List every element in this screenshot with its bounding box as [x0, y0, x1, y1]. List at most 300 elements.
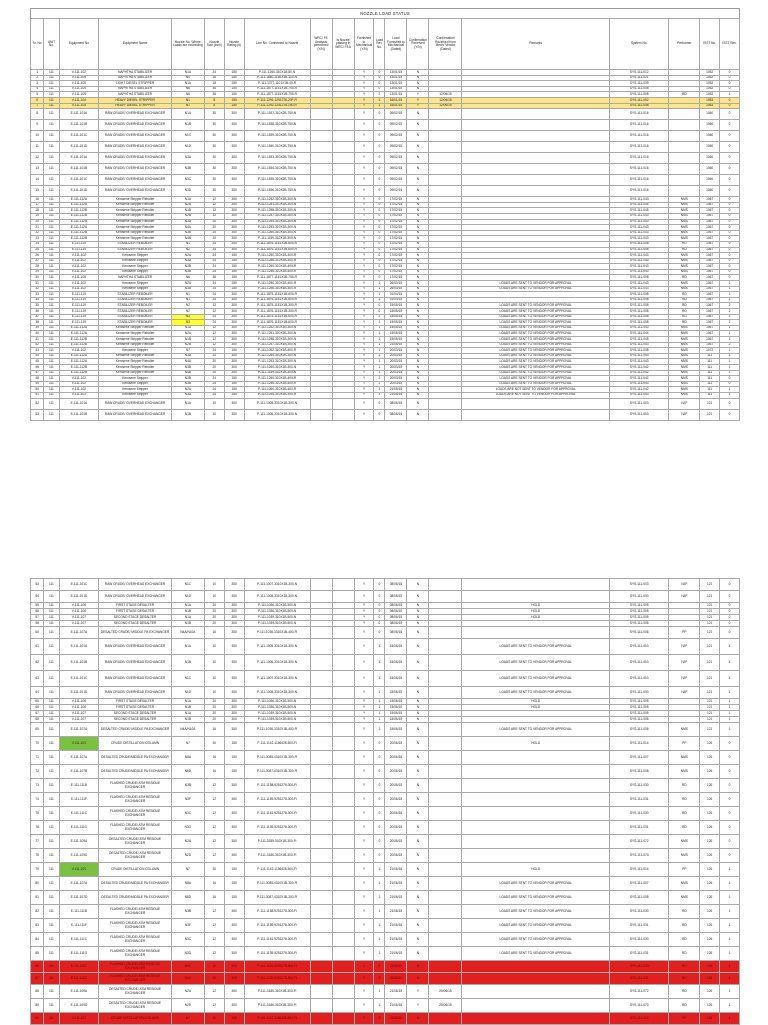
cell-furnished: Y — [354, 723, 374, 737]
cell-nozzle-size: 20 — [204, 230, 224, 236]
cell-nozzle-size: 24 — [204, 348, 224, 354]
cell-remarks: LOADS ARE SENT TO VENDOR FOR APPROVAL — [462, 376, 610, 382]
cell-furnished: Y — [354, 314, 374, 320]
cell-performer: PP — [669, 627, 700, 639]
cell-isst-no: 1052 — [700, 70, 720, 76]
cell-system-no: SYS-111-043 — [609, 286, 668, 292]
cell-isst-no: 126 — [700, 765, 720, 779]
cell-equipment-no: V-111-105 — [59, 86, 99, 92]
table-row — [31, 655, 740, 671]
cell-equipment-no: E-111-109D — [59, 849, 99, 863]
cell-isst-no: 1060 — [700, 175, 720, 186]
cell-line-no: P-111-1534-310X2B-750-N — [244, 164, 310, 175]
cell-equipment-name: STABILIZER REBOILER — [99, 241, 172, 247]
cell-unit-no: 111 — [44, 919, 59, 933]
cell-remarks: LOADS ARE SENT TO VENDOR FOR APPROVAL — [462, 671, 610, 687]
cell-equipment-name: DESALTED CRUDE/MIDDLE PA EXCHANGER — [99, 877, 172, 891]
cell-nozzle-passing — [332, 131, 354, 142]
cell-sr-no: 65 — [31, 699, 44, 705]
cell-unit-no: 111 — [44, 387, 59, 393]
cell-unit-no: 111 — [44, 303, 59, 309]
cell-wrc-fe — [310, 751, 332, 765]
cell-load-rev: 0 — [374, 175, 385, 186]
cell-isst-rev: 1 — [720, 92, 740, 98]
cell-confirmation: N — [407, 331, 429, 337]
cell-isst-rev: 0 — [720, 376, 740, 382]
cell-line-no: P-111-3085-4310X1B-300-Fi — [244, 877, 310, 891]
cell-furnished: Y — [354, 961, 374, 973]
cell-performer: NMS — [669, 213, 700, 219]
cell-isst-no: 121 — [700, 603, 720, 609]
cell-equipment-name: Kerosene Stripper — [99, 269, 172, 275]
cell-system-no: SYS-111-043 — [609, 281, 668, 287]
cell-load-dated: 20/03/15 — [385, 359, 407, 365]
cell-sr-no: 30 — [31, 275, 44, 281]
cell-confirmation-dated: 20/06/15 — [429, 985, 462, 999]
cell-sr-no: 36 — [31, 309, 44, 315]
cell-line-no: P-111-1039-310X1B-500-N — [244, 717, 310, 723]
cell-isst-no: 111 — [700, 381, 720, 387]
header-nozzle-passing: Is Nozzle passing in WRC/ FEA — [332, 19, 354, 70]
cell-load-dated: 09/02/15 — [385, 175, 407, 186]
cell-load-dated: 15/05/15 — [385, 303, 407, 309]
cell-performer: NMS — [669, 364, 700, 370]
cell-confirmation-dated — [429, 164, 462, 175]
cell-nozzle-size: 20 — [204, 621, 224, 627]
cell-performer: RD — [669, 961, 700, 973]
cell-equipment-name: Kerosene Stripper Reboiler — [99, 337, 172, 343]
cell-remarks: LOADS ARE SENT TO VENDOR FOR APPROVAL — [462, 891, 610, 905]
cell-equipment-name: Kerosene Stripper — [99, 286, 172, 292]
cell-confirmation: N — [407, 75, 429, 81]
cell-remarks — [462, 985, 610, 999]
cell-wrc-fe — [310, 109, 332, 120]
cell-isst-rev: 0 — [720, 142, 740, 153]
cell-nozzle-size: 20 — [204, 711, 224, 717]
cell-unit-no: 111 — [44, 933, 59, 947]
cell-unit-no: 111 — [44, 751, 59, 765]
table-row — [31, 579, 740, 591]
cell-nozzle-size: 30 — [204, 1013, 224, 1025]
cell-load-dated: 15/05/15 — [385, 320, 407, 326]
cell-nozzle-no: N2D — [171, 999, 204, 1013]
cell-line-no: P-111-3085-4310X1B-300-Fi — [244, 751, 310, 765]
cell-remarks: LOADS ARE SENT TO VENDOR FOR APPROVAL — [462, 947, 610, 961]
cell-confirmation-dated — [429, 591, 462, 603]
cell-load-dated: 17/02/15 — [385, 197, 407, 203]
table-row — [31, 1013, 740, 1025]
header-isst-no: ISST No. — [700, 19, 720, 70]
cell-load-rev: 1 — [374, 639, 385, 655]
cell-nozzle-rating: 300 — [224, 364, 244, 370]
cell-confirmation-dated — [429, 973, 462, 985]
cell-performer: RD — [669, 320, 700, 326]
cell-remarks — [462, 120, 610, 131]
cell-confirmation: N — [407, 325, 429, 331]
cell-equipment-no: V-111-104 — [59, 103, 99, 109]
cell-equipment-name: DESALTED CRUDE/ MIDDLE PA EXCHANGER — [99, 627, 172, 639]
cell-unit-no: 111 — [44, 153, 59, 164]
cell-nozzle-passing — [332, 737, 354, 751]
cell-nozzle-rating: 300 — [224, 219, 244, 225]
cell-system-no: SYS-111-008 — [609, 241, 668, 247]
cell-performer: NMS — [669, 219, 700, 225]
cell-equipment-no: V-111-102 — [59, 281, 99, 287]
cell-performer: NMS — [669, 197, 700, 203]
cell-isst-no: 1072 — [700, 348, 720, 354]
table-row — [31, 765, 740, 779]
cell-remarks — [462, 409, 610, 420]
cell-sr-no: 80 — [31, 877, 44, 891]
cell-nozzle-no: N8D — [171, 765, 204, 779]
cell-sr-no: 85 — [31, 947, 44, 961]
header-confirmation: Confirmation Received (Y/N) — [407, 19, 429, 70]
cell-isst-no: 1060 — [700, 186, 720, 197]
cell-sr-no: 37 — [31, 314, 44, 320]
cell-sr-no: 53 — [31, 579, 44, 591]
cell-confirmation: N — [407, 387, 429, 393]
cell-nozzle-no: N8A — [171, 751, 204, 765]
cell-equipment-no: E-111-112B — [59, 364, 99, 370]
cell-unit-no: 111 — [44, 81, 59, 87]
cell-system-no: SYS-111-042 — [609, 376, 668, 382]
cell-equipment-name: RAW CRUDE/ OVERHEAD EXCHANGER — [99, 109, 172, 120]
cell-nozzle-size: 16 — [204, 75, 224, 81]
cell-equipment-no: V-111-101 — [59, 1013, 99, 1025]
cell-performer: NMS — [669, 281, 700, 287]
cell-wrc-fe — [310, 849, 332, 863]
cell-load-rev: 1 — [374, 717, 385, 723]
cell-equipment-name: Kerosene Stripper — [99, 264, 172, 270]
cell-confirmation: N — [407, 409, 429, 420]
cell-performer: RD — [669, 314, 700, 320]
cell-isst-no: 1067 — [700, 337, 720, 343]
cell-system-no: SYS-111-008 — [609, 92, 668, 98]
cell-isst-rev: 0 — [720, 253, 740, 259]
cell-isst-rev: 1 — [720, 1013, 740, 1025]
cell-nozzle-no: N2 — [171, 247, 204, 253]
cell-line-no: P-111-1260-310X1B-400-R — [244, 387, 310, 393]
cell-nozzle-rating: 300 — [224, 331, 244, 337]
cell-confirmation-dated — [429, 933, 462, 947]
cell-wrc-fe — [310, 398, 332, 409]
cell-line-no: P-111-1161-9251278-300-Fi — [244, 961, 310, 973]
cell-load-rev: 0 — [374, 835, 385, 849]
cell-confirmation: N — [407, 381, 429, 387]
cell-nozzle-size: 12 — [204, 985, 224, 999]
cell-load-dated: 15/06/15 — [385, 671, 407, 687]
cell-unit-no: 111 — [44, 381, 59, 387]
cell-confirmation: N — [407, 348, 429, 354]
cell-isst-no: 1067 — [700, 292, 720, 298]
cell-nozzle-rating: 300 — [224, 615, 244, 621]
cell-equipment-name: Kerosene Stripper Reboiler — [99, 208, 172, 214]
cell-system-no: SYS-111-016 — [609, 131, 668, 142]
cell-performer: NMS — [669, 264, 700, 270]
cell-nozzle-no: N2B — [171, 264, 204, 270]
cell-wrc-fe — [310, 961, 332, 973]
cell-furnished: Y — [354, 264, 374, 270]
cell-isst-no: 126 — [700, 807, 720, 821]
cell-system-no: SYS-111-031 — [609, 947, 668, 961]
cell-equipment-name: Kerosene Stripper — [99, 253, 172, 259]
cell-system-no: SYS-111-043 — [609, 197, 668, 203]
cell-performer: NMS — [669, 376, 700, 382]
cell-system-no: SYS-111-042 — [609, 364, 668, 370]
cell-unit-no: 111 — [44, 615, 59, 621]
cell-isst-rev: 0 — [720, 120, 740, 131]
cell-nozzle-rating: 150 — [224, 258, 244, 264]
cell-system-no: SYS-111-039 — [609, 81, 668, 87]
cell-nozzle-passing — [332, 153, 354, 164]
cell-isst-rev: 2 — [720, 303, 740, 309]
cell-unit-no: 111 — [44, 821, 59, 835]
cell-remarks: LOADS ARE SENT TO VENDOR FOR APPROVAL — [462, 359, 610, 365]
cell-equipment-name: Kerosene Stripper Reboiler — [99, 225, 172, 231]
cell-load-dated: 17/02/15 — [385, 241, 407, 247]
cell-furnished: Y — [354, 849, 374, 863]
cell-isst-no: 1067 — [700, 236, 720, 242]
cell-equipment-name: DESALTED CRUDE/MIDDLE PA EXCHANGER — [99, 765, 172, 779]
cell-equipment-no: V-111-105 — [59, 275, 99, 281]
cell-confirmation-dated: 12/06/15 — [429, 103, 462, 109]
cell-load-rev: 3 — [374, 392, 385, 398]
cell-nozzle-rating: 300 — [224, 186, 244, 197]
cell-remarks: LOADS ARE SENT TO VENDOR FOR APPROVAL — [462, 325, 610, 331]
cell-equipment-name: RAW CRUDE/ OVERHEAD EXCHANGER — [99, 591, 172, 603]
cell-sr-no: 56 — [31, 609, 44, 615]
cell-nozzle-size: 24 — [204, 241, 224, 247]
cell-furnished: Y — [354, 142, 374, 153]
cell-isst-no: 121 — [700, 671, 720, 687]
cell-load-rev: 0 — [374, 247, 385, 253]
cell-performer: NJP — [669, 687, 700, 699]
cell-nozzle-passing — [332, 891, 354, 905]
cell-load-rev: 1 — [374, 286, 385, 292]
cell-remarks: LOADS ARE NOT SENT TO VENDOR FOR APPROVAL — [462, 392, 610, 398]
cell-nozzle-passing — [332, 627, 354, 639]
cell-furnished: Y — [354, 331, 374, 337]
cell-remarks: LOADS ARE SENT TO VENDOR FOR APPROVAL — [462, 905, 610, 919]
cell-nozzle-size: 24 — [204, 281, 224, 287]
table-row — [31, 793, 740, 807]
cell-sr-no: 44 — [31, 353, 44, 359]
cell-confirmation-dated — [429, 961, 462, 973]
cell-line-no: P-111-1252-310X1B-300-N — [244, 197, 310, 203]
cell-wrc-fe — [310, 687, 332, 699]
cell-wrc-fe — [310, 655, 332, 671]
cell-confirmation: N — [407, 320, 429, 326]
cell-load-dated: 22/06/15 — [385, 961, 407, 973]
cell-isst-rev: 0 — [720, 109, 740, 120]
cell-confirmation: N — [407, 905, 429, 919]
cell-load-rev: 0 — [374, 765, 385, 779]
cell-load-dated: 08/06/15 — [385, 627, 407, 639]
cell-equipment-no: V-111-101 — [59, 863, 99, 877]
cell-system-no: SYS-111-073 — [609, 999, 668, 1013]
cell-isst-no: 1067 — [700, 241, 720, 247]
cell-load-dated: 13/01/15 — [385, 86, 407, 92]
cell-performer: RD — [669, 821, 700, 835]
cell-confirmation: N — [407, 392, 429, 398]
cell-unit-no: 111 — [44, 947, 59, 961]
cell-sr-no: 71 — [31, 751, 44, 765]
cell-system-no: SYS-111-043 — [609, 353, 668, 359]
cell-equipment-no: E-111-111B — [59, 905, 99, 919]
cell-equipment-name: SECOND STAGE DESALTER — [99, 717, 172, 723]
cell-system-no: SYS-111-030 — [609, 961, 668, 973]
cell-unit-no: 111 — [44, 699, 59, 705]
cell-line-no: P-111-1006-3310X1B-300-N — [244, 409, 310, 420]
cell-nozzle-size: 12 — [204, 807, 224, 821]
cell-nozzle-rating: 300 — [224, 933, 244, 947]
cell-line-no: P-111-1142-1156428-500-Fi — [244, 737, 310, 751]
cell-equipment-no: E-111-101D — [59, 186, 99, 197]
cell-equipment-no: E-111-101A — [59, 153, 99, 164]
cell-nozzle-size: 30 — [204, 153, 224, 164]
cell-nozzle-size: 12 — [204, 202, 224, 208]
cell-equipment-no: E-111-107B — [59, 765, 99, 779]
cell-performer: RD — [669, 905, 700, 919]
header-unit-no: UNIT No. — [44, 19, 59, 70]
cell-equipment-name: Kerosene Stripper Reboiler — [99, 219, 172, 225]
cell-confirmation: N — [407, 269, 429, 275]
cell-nozzle-no: N3 — [171, 320, 204, 326]
cell-nozzle-no: N1C — [171, 579, 204, 591]
cell-equipment-name: FLASHED CRUDE/ ATM RESIDUE EXCHANGER — [99, 821, 172, 835]
cell-nozzle-rating: 300 — [224, 835, 244, 849]
cell-nozzle-size: 10 — [204, 579, 224, 591]
cell-furnished: Y — [354, 793, 374, 807]
cell-remarks — [462, 999, 610, 1013]
cell-unit-no: 111 — [44, 225, 59, 231]
cell-nozzle-no: N2 — [171, 309, 204, 315]
cell-isst-rev: 0 — [720, 821, 740, 835]
cell-system-no: SYS-111-003 — [609, 655, 668, 671]
cell-nozzle-size: 20 — [204, 699, 224, 705]
cell-system-no: SYS-111-003 — [609, 398, 668, 409]
cell-load-rev: 0 — [374, 75, 385, 81]
cell-performer: NMS — [669, 202, 700, 208]
cell-nozzle-rating: 150 — [224, 103, 244, 109]
cell-confirmation-dated — [429, 849, 462, 863]
cell-load-dated: 17/02/15 — [385, 247, 407, 253]
cell-system-no: SYS-111-016 — [609, 142, 668, 153]
cell-furnished: Y — [354, 821, 374, 835]
cell-nozzle-rating: 300 — [224, 297, 244, 303]
document-title: NOZZLE LOAD STATUS — [30, 8, 740, 18]
cell-equipment-name: FIRST STAGE DESALTER — [99, 609, 172, 615]
cell-isst-rev: 0 — [720, 591, 740, 603]
cell-equipment-no: E-111-112A — [59, 202, 99, 208]
cell-wrc-fe — [310, 639, 332, 655]
cell-isst-no: 126 — [700, 947, 720, 961]
cell-wrc-fe — [310, 671, 332, 687]
cell-equipment-no: E-111-101C — [59, 579, 99, 591]
cell-equipment-name: FIRST STAGE DESALTER — [99, 699, 172, 705]
cell-sr-no: 32 — [31, 286, 44, 292]
cell-sr-no: 10 — [31, 131, 44, 142]
cell-wrc-fe — [310, 821, 332, 835]
cell-furnished: Y — [354, 671, 374, 687]
cell-unit-no: 111 — [44, 891, 59, 905]
cell-confirmation: N — [407, 86, 429, 92]
cell-remarks: HOLD — [462, 863, 610, 877]
cell-load-dated: 15/06/15 — [385, 723, 407, 737]
cell-unit-no: 111 — [44, 164, 59, 175]
cell-load-dated: 15/05/15 — [385, 314, 407, 320]
cell-furnished: Y — [354, 353, 374, 359]
cell-unit-no: 111 — [44, 208, 59, 214]
cell-sr-no: 20 — [31, 219, 44, 225]
cell-equipment-no: E-111-101B — [59, 409, 99, 420]
cell-confirmation-dated — [429, 751, 462, 765]
cell-equipment-name: FLASHED CRUDE/ ATM RESIDUE EXCHANGER — [99, 793, 172, 807]
cell-nozzle-rating: 300 — [224, 687, 244, 699]
cell-load-rev: 2 — [374, 320, 385, 326]
cell-load-dated: 22/06/15 — [385, 973, 407, 985]
cell-isst-no: 1067 — [700, 197, 720, 203]
cell-equipment-name: RAW CRUDE/ OVERHEAD EXCHANGER — [99, 579, 172, 591]
cell-wrc-fe — [310, 779, 332, 793]
cell-system-no: SYS-111-008 — [609, 314, 668, 320]
cell-line-no: P-111-1036-3310X1B-400-Fi — [244, 723, 310, 737]
cell-nozzle-passing — [332, 835, 354, 849]
cell-equipment-name: DESALTED CRUDE/ ATM RESIDUE EXCHANGER — [99, 985, 172, 999]
cell-equipment-no: V-111-102 — [59, 264, 99, 270]
cell-isst-no: 121 — [700, 699, 720, 705]
cell-nozzle-passing — [332, 961, 354, 973]
cell-isst-no: 1060 — [700, 131, 720, 142]
cell-remarks: LOADS ARE SENT TO VENDOR FOR APPROVAL — [462, 320, 610, 326]
cell-isst-rev: 0 — [720, 86, 740, 92]
cell-equipment-no: V-111-102 — [59, 258, 99, 264]
cell-equipment-name: Kerosene Stripper Reboiler — [99, 359, 172, 365]
cell-remarks — [462, 131, 610, 142]
cell-confirmation-dated — [429, 398, 462, 409]
cell-sr-no: 29 — [31, 269, 44, 275]
cell-equipment-name: Kerosene Stripper Reboiler — [99, 202, 172, 208]
cell-load-rev: 1 — [374, 985, 385, 999]
cell-line-no: P-111-1008-3310X1B-300-N — [244, 687, 310, 699]
cell-nozzle-no: N1D — [171, 591, 204, 603]
cell-line-no: P-111-1005-3310X1B-300-N — [244, 398, 310, 409]
cell-confirmation-dated — [429, 627, 462, 639]
cell-performer: NJP — [669, 639, 700, 655]
cell-isst-rev: 2 — [720, 320, 740, 326]
cell-sr-no: 25 — [31, 247, 44, 253]
cell-load-rev: 1 — [374, 705, 385, 711]
cell-load-rev: 1 — [374, 370, 385, 376]
cell-nozzle-no: N4A — [171, 225, 204, 231]
cell-confirmation: N — [407, 236, 429, 242]
cell-load-dated: 20/03/15 — [385, 381, 407, 387]
cell-confirmation-dated — [429, 807, 462, 821]
cell-furnished: Y — [354, 621, 374, 627]
cell-nozzle-rating: 300 — [224, 627, 244, 639]
cell-nozzle-size: 12 — [204, 331, 224, 337]
cell-remarks — [462, 1013, 610, 1025]
cell-wrc-fe — [310, 737, 332, 751]
cell-nozzle-no: N1C — [171, 671, 204, 687]
cell-furnished: Y — [354, 97, 374, 103]
cell-remarks: LOADS ARE NOT SENT TO VENDOR FOR APPROVAL — [462, 387, 610, 393]
cell-load-dated: 17/02/15 — [385, 236, 407, 242]
cell-system-no: SYS-111-003 — [609, 579, 668, 591]
cell-nozzle-rating: 300 — [224, 241, 244, 247]
cell-confirmation-dated — [429, 655, 462, 671]
cell-confirmation-dated: 20/06/15 — [429, 999, 462, 1013]
